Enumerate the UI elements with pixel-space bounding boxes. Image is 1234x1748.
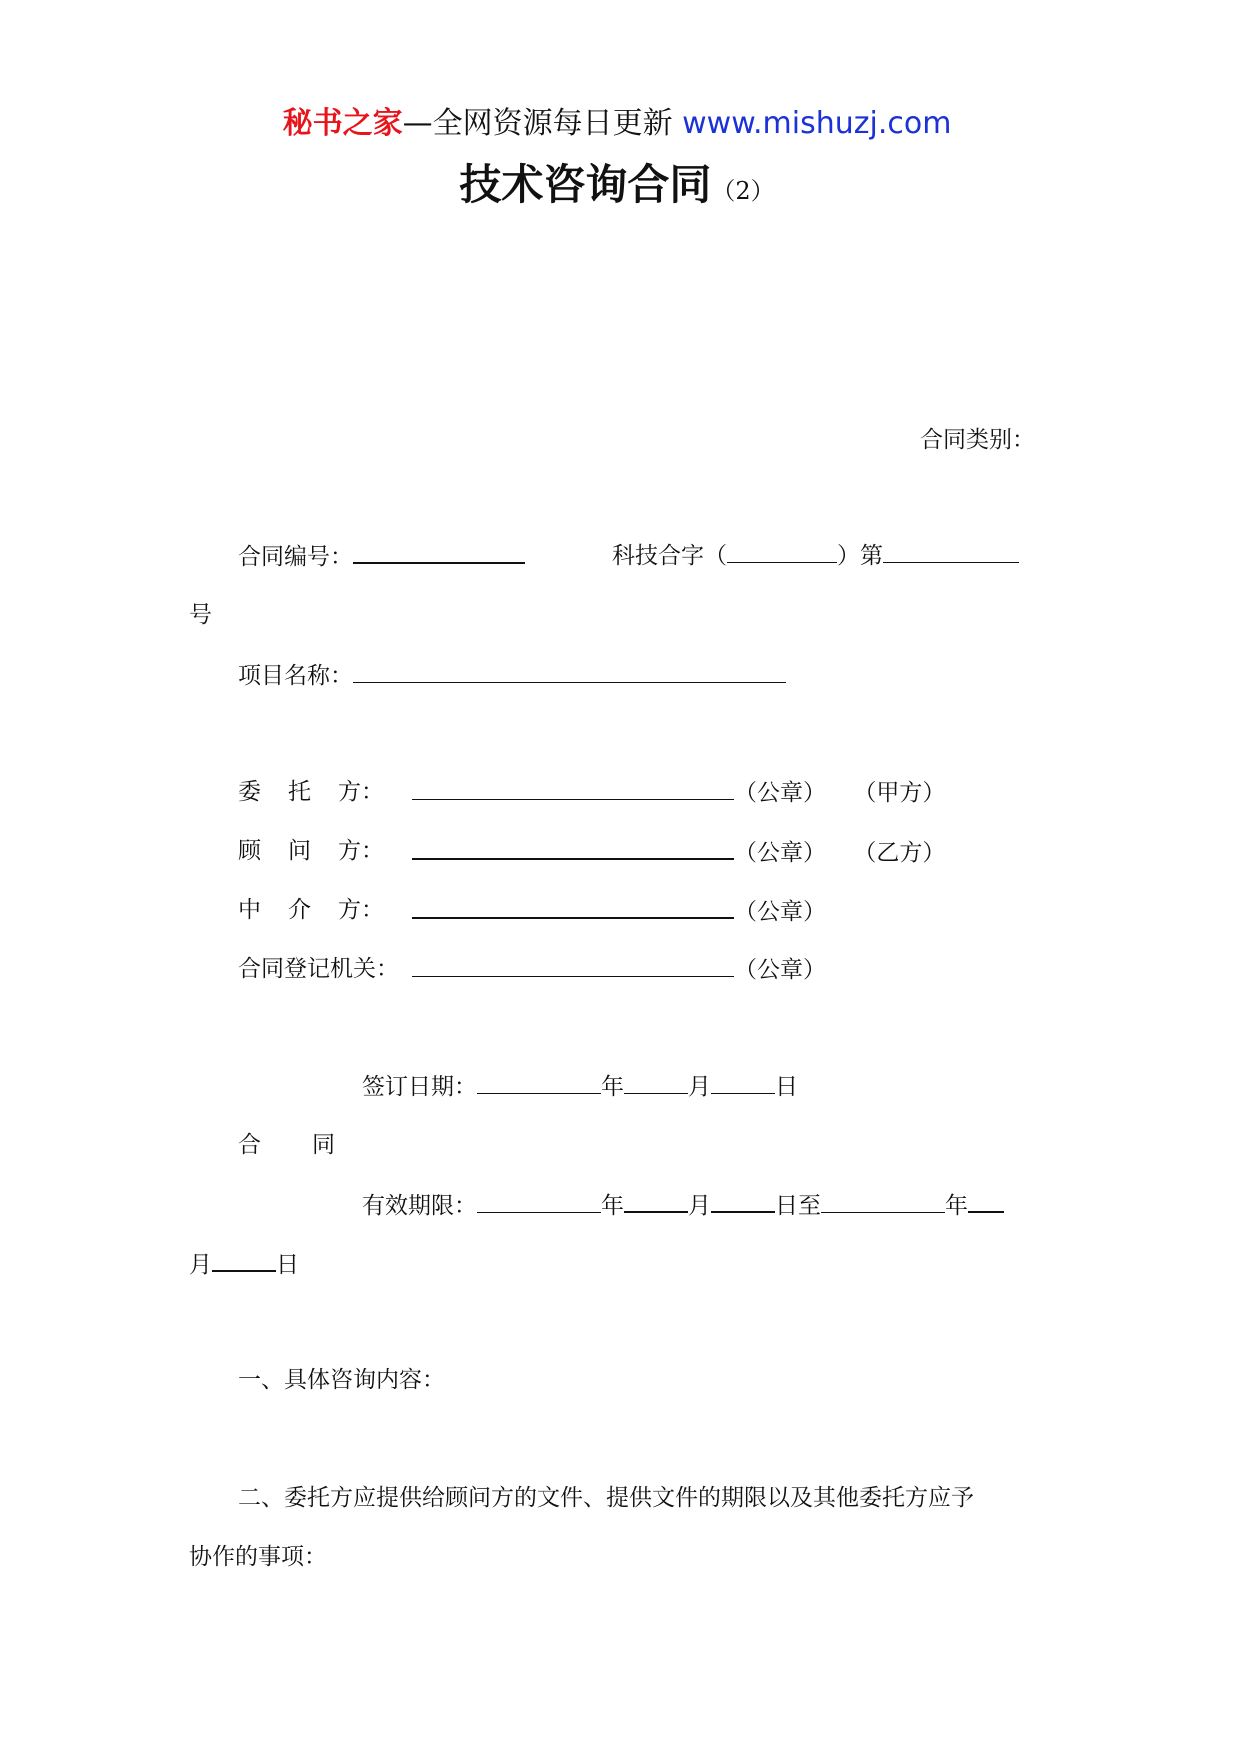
title-main: 技术咨询合同 <box>459 160 712 209</box>
contract-no-row <box>238 540 525 572</box>
sign-date-label: 签订日期： <box>362 1074 477 1100</box>
party-row-registry <box>238 954 399 984</box>
valid-from-day-field[interactable] <box>711 1189 775 1213</box>
section-1-heading: 一、具体咨询内容： <box>238 1367 445 1393</box>
contract-code-prefix: 科技合字（ <box>612 543 727 569</box>
section-2-heading: 二、委托方应提供给顾问方的文件、提供文件的期限以及其他委托方应予 <box>238 1485 974 1511</box>
valid-to-year-unit: 年 <box>945 1193 968 1219</box>
party-label-3: 方： <box>338 838 384 864</box>
document-title <box>0 160 1234 219</box>
sign-day-field[interactable] <box>711 1071 775 1094</box>
registry-name-field[interactable] <box>412 954 734 977</box>
contract-code-row <box>612 540 1019 571</box>
contract-no-field[interactable] <box>353 540 525 564</box>
intermediary-seal: （公章） <box>734 899 826 925</box>
party-row-intermediary <box>238 895 384 925</box>
contract-char-1: 合 <box>238 1132 261 1158</box>
client-role: （甲方） <box>853 780 946 806</box>
sign-month-field[interactable] <box>624 1071 688 1094</box>
valid-to-month-field[interactable] <box>968 1189 1004 1213</box>
contract-code-suffix: 号 <box>189 602 212 628</box>
consultant-name-field[interactable] <box>412 836 734 860</box>
client-seal: （公章） <box>734 780 826 806</box>
validity-label: 有效期限： <box>362 1193 477 1219</box>
party-row-consultant <box>238 836 384 866</box>
party-client-value <box>412 777 945 808</box>
validity-row <box>362 1189 1004 1221</box>
valid-from-month-field[interactable] <box>624 1189 688 1213</box>
site-url-link[interactable]: www.mishuzj.com <box>682 106 952 141</box>
title-sub: （2） <box>711 177 775 205</box>
sign-month-unit: 月 <box>688 1074 711 1100</box>
valid-to-month-unit: 月 <box>189 1252 212 1278</box>
party-intermediary-value <box>412 895 826 927</box>
contract-code-mid: ）第 <box>837 543 883 569</box>
party-consultant-value <box>412 836 945 868</box>
valid-from-month-unit: 月 <box>688 1193 711 1219</box>
brand-name: 秘书之家 <box>282 106 403 141</box>
client-name-field[interactable] <box>412 777 734 800</box>
party-label-2: 介 <box>288 897 311 923</box>
valid-from-day-to: 日至 <box>775 1193 821 1219</box>
registry-seal: （公章） <box>734 957 826 983</box>
valid-from-year-field[interactable] <box>477 1190 601 1213</box>
contract-type-label: 合同类别： <box>920 427 1035 453</box>
party-label-3: 方： <box>338 897 384 923</box>
party-label-1: 顾 <box>238 838 261 864</box>
contract-serial-field[interactable] <box>883 540 1019 563</box>
sign-date-row <box>362 1071 798 1102</box>
valid-to-day-unit: 日 <box>276 1252 299 1278</box>
party-label-1: 委 <box>238 779 261 805</box>
contract-char-2: 同 <box>312 1132 335 1158</box>
project-name-row <box>238 660 786 691</box>
contract-heading <box>238 1130 335 1160</box>
registry-label: 合同登记机关： <box>238 956 399 982</box>
party-label-3: 方： <box>338 779 384 805</box>
party-label-1: 中 <box>238 897 261 923</box>
validity-row-cont <box>189 1248 299 1280</box>
party-row-client <box>238 777 384 807</box>
header-banner <box>0 104 1234 144</box>
sign-year-field[interactable] <box>477 1071 601 1094</box>
sign-day-unit: 日 <box>775 1074 798 1100</box>
tagline: —全网资源每日更新 <box>402 106 683 141</box>
sign-year-unit: 年 <box>601 1074 624 1100</box>
contract-code-field[interactable] <box>727 540 837 563</box>
section-2-heading-cont: 协作的事项： <box>189 1544 327 1570</box>
contract-no-label: 合同编号： <box>238 544 353 570</box>
project-name-label: 项目名称： <box>238 663 353 689</box>
valid-to-year-field[interactable] <box>821 1190 945 1213</box>
party-registry-value <box>412 954 826 985</box>
intermediary-name-field[interactable] <box>412 895 734 919</box>
consultant-role: （乙方） <box>853 840 946 866</box>
consultant-seal: （公章） <box>734 840 826 866</box>
valid-to-day-field[interactable] <box>212 1248 276 1272</box>
project-name-field[interactable] <box>353 660 786 683</box>
party-label-2: 问 <box>288 838 311 864</box>
valid-from-year-unit: 年 <box>601 1193 624 1219</box>
party-label-2: 托 <box>288 779 311 805</box>
